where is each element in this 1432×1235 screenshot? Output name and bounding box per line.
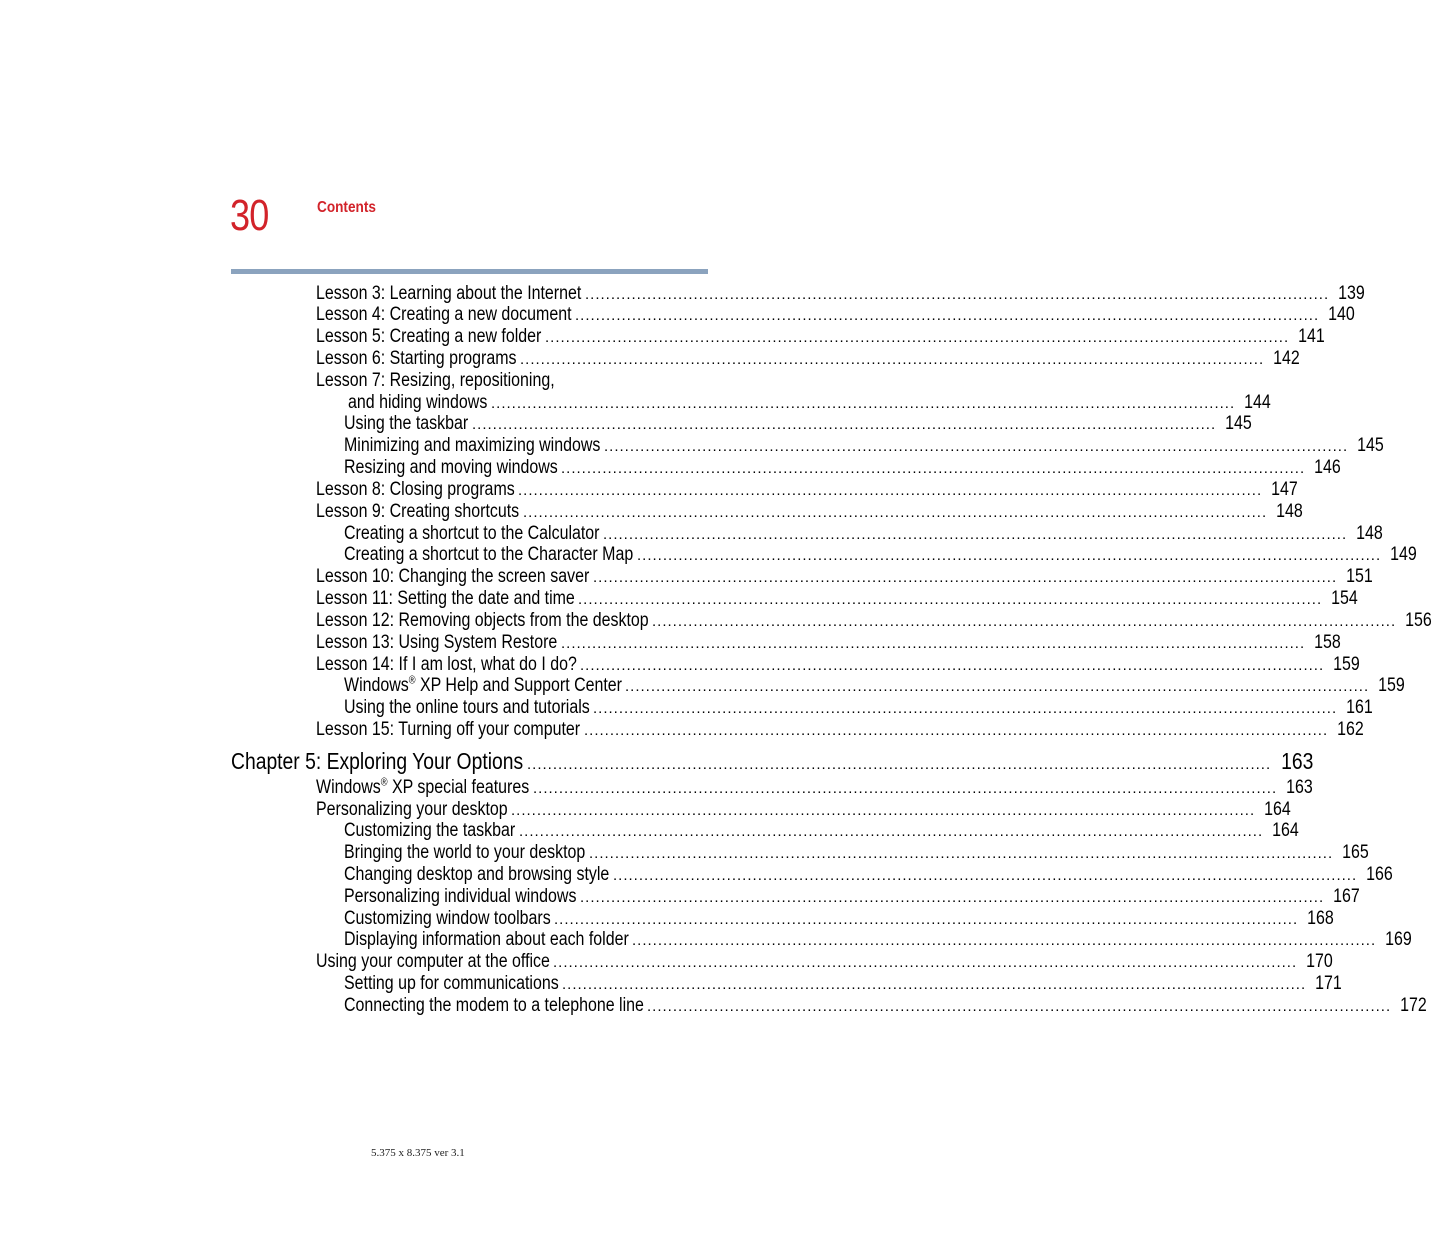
toc-entry-page-number: 164 (1272, 820, 1299, 841)
dot-leader (561, 633, 1305, 655)
toc-entry-label: Creating a shortcut to the Character Map (344, 544, 634, 565)
dot-leader (520, 349, 1264, 371)
toc-entry-label: Using your computer at the office (316, 951, 550, 972)
toc-entry-label: Customizing the taskbar (344, 820, 516, 841)
toc-entry-label: Lesson 11: Setting the date and time (316, 588, 575, 609)
toc-entry-page-number: 149 (1390, 544, 1417, 565)
toc-entry (316, 588, 1358, 610)
dot-leader (625, 676, 1369, 698)
toc-entry-label: Connecting the modem to a telephone line (344, 995, 644, 1016)
registered-mark: ® (408, 674, 416, 687)
toc-entry-page-number: 141 (1298, 326, 1325, 347)
toc-entry-page-number: 164 (1264, 799, 1291, 820)
registered-mark: ® (380, 776, 388, 789)
toc-entry (344, 908, 1334, 930)
toc-entry-label: Lesson 7: Resizing, repositioning, (316, 370, 555, 391)
toc-entry-label: Setting up for communications (344, 973, 559, 994)
toc-entry-label-suffix: XP special features (387, 777, 530, 798)
toc-entry-label: Bringing the world to your desktop (344, 842, 586, 863)
toc-entry-page-number: 172 (1400, 995, 1427, 1016)
toc-entry-label: Lesson 14: If I am lost, what do I do? (316, 654, 577, 675)
toc-entry-label: Windows (316, 777, 381, 798)
toc-entry (316, 632, 1341, 654)
toc-entry (316, 348, 1300, 370)
dot-leader (554, 909, 1298, 931)
toc-entry-label: Creating a shortcut to the Calculator (344, 523, 600, 544)
dot-leader (561, 458, 1305, 480)
toc-entry (344, 842, 1369, 864)
toc-entry-label: Lesson 8: Closing programs (316, 479, 515, 500)
toc-entry-label: Chapter 5: Exploring Your Options (231, 748, 524, 774)
dot-leader (632, 930, 1376, 952)
toc-entry-label: Lesson 10: Changing the screen saver (316, 566, 590, 587)
toc-entry-page-number: 168 (1307, 908, 1334, 929)
toc-entry-page-number: 145 (1225, 413, 1252, 434)
toc-entry-page-number: 167 (1333, 886, 1360, 907)
toc-entry-page-number: 158 (1314, 632, 1341, 653)
toc-entry (316, 566, 1373, 588)
toc-entry-label: Resizing and moving windows (344, 457, 558, 478)
dot-leader (472, 414, 1216, 436)
toc-entry-label: Lesson 15: Turning off your computer (316, 719, 581, 740)
toc-entry-label: and hiding windows (348, 392, 488, 413)
toc-entry (344, 544, 1417, 566)
toc-entry (316, 799, 1291, 821)
toc-entry (344, 995, 1427, 1017)
dot-leader (491, 393, 1235, 415)
dot-leader (580, 887, 1324, 909)
toc-entry-label: Changing desktop and browsing style (344, 864, 610, 885)
toc-entry-page-number: 161 (1346, 697, 1373, 718)
toc-entry-page-number: 148 (1276, 501, 1303, 522)
toc-entry (316, 370, 708, 392)
toc-entry (316, 776, 1313, 799)
toc-entry-label: Minimizing and maximizing windows (344, 435, 601, 456)
dot-leader (637, 545, 1381, 567)
dot-leader (613, 865, 1357, 887)
toc-entry-page-number: 156 (1405, 610, 1432, 631)
dot-leader (578, 589, 1322, 611)
section-label: Contents (317, 199, 376, 216)
dot-leader (575, 305, 1319, 327)
toc-entry-page-number: 166 (1366, 864, 1393, 885)
toc-entry (344, 973, 1342, 995)
toc-entry-label: Lesson 13: Using System Restore (316, 632, 558, 653)
toc-entry (316, 326, 1325, 348)
toc-entry (316, 610, 1432, 632)
toc-entry-label: Using the taskbar (344, 413, 469, 434)
dot-leader (527, 752, 1271, 778)
toc-entry-label: Lesson 5: Creating a new folder (316, 326, 542, 347)
toc-entry-page-number: 140 (1328, 304, 1355, 325)
dot-leader (519, 821, 1263, 843)
toc-entry-label: Lesson 9: Creating shortcuts (316, 501, 520, 522)
dot-leader (533, 778, 1277, 800)
toc-entry-page-number: 139 (1338, 283, 1365, 304)
footer-print-spec: 5.375 x 8.375 ver 3.1 (371, 1147, 465, 1159)
toc-entry (348, 392, 1271, 414)
toc-entry-page-number: 151 (1346, 566, 1373, 587)
toc-entry (316, 479, 1298, 501)
dot-leader (585, 284, 1329, 306)
toc-entry (344, 697, 1373, 719)
dot-leader (652, 611, 1396, 633)
toc-entry (344, 523, 1383, 545)
toc-entry-page-number: 147 (1271, 479, 1298, 500)
toc-entry (316, 951, 1333, 973)
toc-entry-label: Windows (344, 675, 409, 696)
toc-entry-label: Lesson 6: Starting programs (316, 348, 517, 369)
toc-entry (316, 501, 1303, 523)
toc-entry-page-number: 163 (1281, 748, 1314, 774)
dot-leader (593, 698, 1337, 720)
toc-entry-label: Personalizing your desktop (316, 799, 508, 820)
dot-leader (580, 655, 1324, 677)
toc-entry (316, 304, 1355, 326)
toc-entry-page-number: 144 (1244, 392, 1271, 413)
dot-leader (603, 524, 1347, 546)
toc-entry-label: Customizing window toolbars (344, 908, 551, 929)
toc-entry (316, 654, 1360, 676)
toc-entry-label: Using the online tours and tutorials (344, 697, 590, 718)
dot-leader (511, 800, 1255, 822)
toc-entry-label-suffix: XP Help and Support Center (415, 675, 622, 696)
toc-entry-page-number: 162 (1337, 719, 1364, 740)
toc-entry-page-number: 148 (1356, 523, 1383, 544)
page-number: 30 (230, 191, 269, 240)
dot-leader (523, 502, 1267, 524)
dot-leader (604, 436, 1348, 458)
toc-entry-label: Displaying information about each folder (344, 929, 629, 950)
toc-entry (344, 929, 1412, 951)
toc-entry (344, 674, 1405, 697)
toc-entry-page-number: 154 (1331, 588, 1358, 609)
toc-entry (344, 457, 1341, 479)
toc-entry-page-number: 145 (1357, 435, 1384, 456)
toc-entry (344, 886, 1360, 908)
toc-entry-page-number: 169 (1385, 929, 1412, 950)
toc-entry (316, 283, 1365, 305)
toc-entry-page-number: 165 (1342, 842, 1369, 863)
toc-entry-page-number: 146 (1314, 457, 1341, 478)
dot-leader (584, 720, 1328, 742)
toc-entry-label: Lesson 4: Creating a new document (316, 304, 572, 325)
toc-entry-page-number: 159 (1333, 654, 1360, 675)
toc-entry (344, 413, 1252, 435)
toc-entry (344, 435, 1384, 457)
dot-leader (562, 974, 1306, 996)
toc-chapter-entry (231, 748, 1314, 774)
toc-entry (344, 820, 1299, 842)
toc-entry-page-number: 170 (1306, 951, 1333, 972)
dot-leader (553, 952, 1297, 974)
toc-entry (344, 864, 1393, 886)
dot-leader (589, 843, 1333, 865)
toc-entry-label: Lesson 3: Learning about the Internet (316, 283, 582, 304)
dot-leader (545, 327, 1289, 349)
dot-leader (647, 996, 1391, 1018)
toc-entry-page-number: 159 (1378, 675, 1405, 696)
dot-leader (593, 567, 1337, 589)
toc-entry (316, 719, 1364, 741)
dot-leader (518, 480, 1262, 502)
toc-entry-page-number: 142 (1273, 348, 1300, 369)
toc-entry-page-number: 171 (1315, 973, 1342, 994)
toc-entry-label: Lesson 12: Removing objects from the desktop (316, 610, 649, 631)
toc-entry-label: Personalizing individual windows (344, 886, 577, 907)
toc-entry-page-number: 163 (1286, 777, 1313, 798)
